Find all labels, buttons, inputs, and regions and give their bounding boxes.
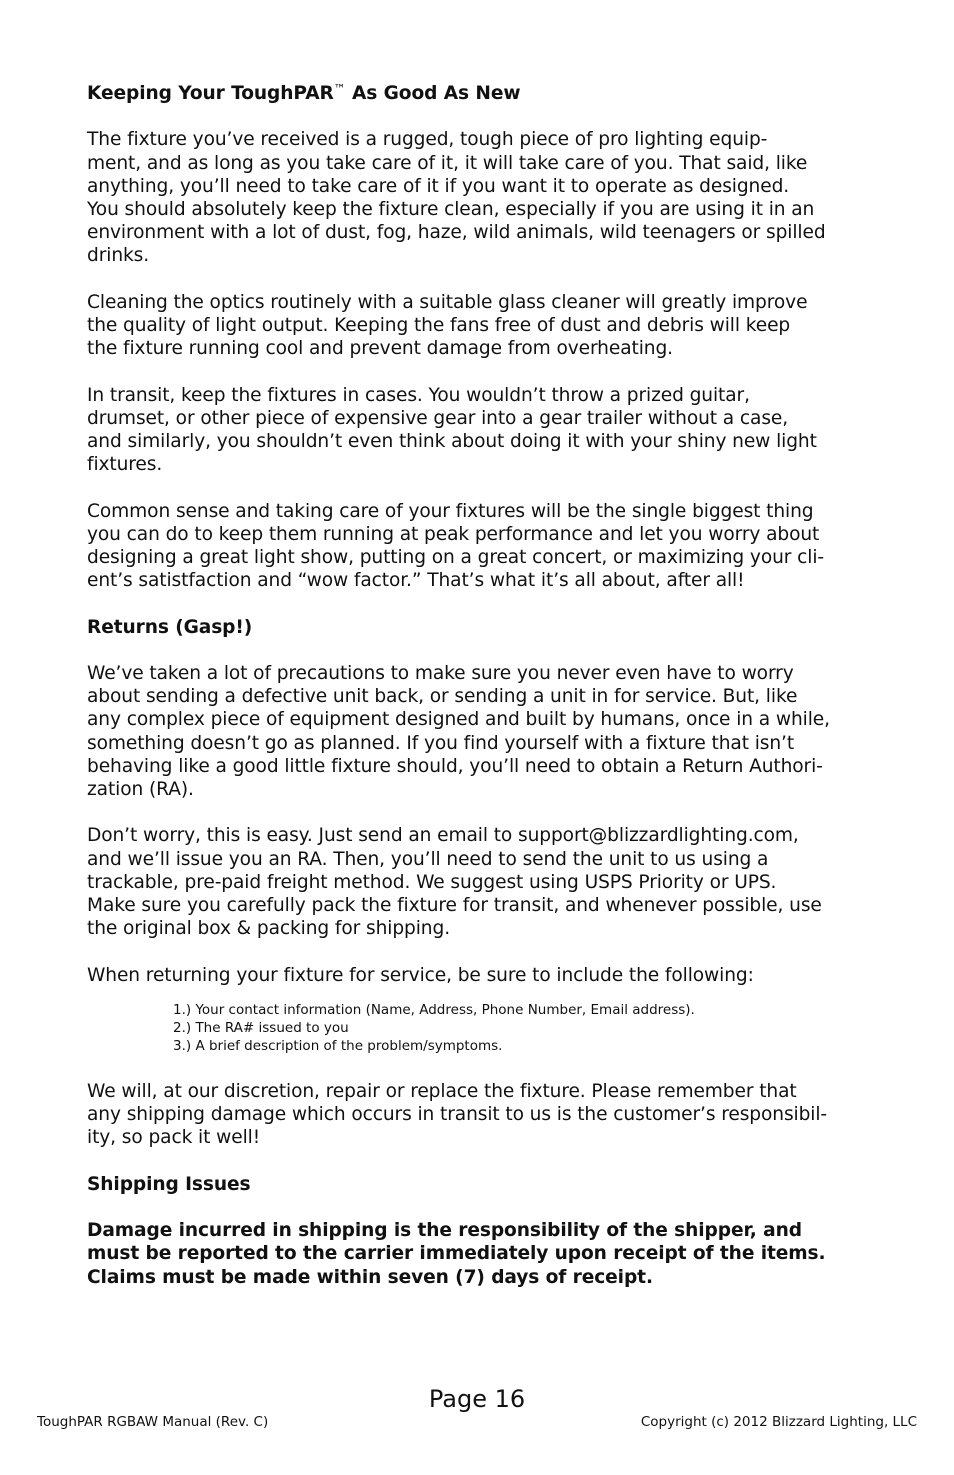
section-heading-returns: Returns (Gasp!): [87, 616, 253, 638]
list-item: 3.) A brief description of the problem/symptoms.: [173, 1037, 503, 1054]
heading-text: Keeping Your ToughPAR: [87, 83, 334, 104]
page-content: [87, 82, 877, 1312]
list-item: 2.) The RA# issued to you: [173, 1019, 349, 1036]
returns-paragraph-2: Don’t worry, this is easy. Just send an email to support@blizzardlighting.com, and we’ll issue you an RA. Then, you’ll need to send the unit to us using a trackable, pre-paid freight method. We suggest using USPS Priority or UPS. Make sure you carefully pack the fixture for transit, and whenever possible, use the original box & packing for shipping.: [87, 825, 822, 940]
care-paragraph-4: Common sense and taking care of your fixtures will be the single biggest thing you can do to keep them running at peak performance and let you worry about designing a great light show, putting on a great concert, or maximizing your cli- ent’s satistfaction and “wow factor.” That’s what it’s all about, after all!: [87, 500, 824, 592]
returns-paragraph-1: We’ve taken a lot of precautions to make sure you never even have to worry about sending a defective unit back, or sending a unit in for service. But, like any complex piece of equipment designed and built by humans, once in a while, something doesn’t go as planned. If you find yourself with a fixture that isn’t behaving like a good little fixture should, you’ll need to obtain a Return Authori- zation (RA).: [87, 662, 830, 800]
footer-copyright: Copyright (c) 2012 Blizzard Lighting, LLC: [640, 1414, 917, 1430]
page-number: Page 16: [428, 1385, 526, 1413]
section-heading-shipping: Shipping Issues: [87, 1173, 251, 1195]
returns-paragraph-3: When returning your fixture for service, be sure to include the following:: [87, 964, 754, 986]
list-item: 1.) Your contact information (Name, Address, Phone Number, Email address).: [173, 1001, 695, 1018]
footer-manual-title: ToughPAR RGBAW Manual (Rev. C): [37, 1414, 269, 1430]
return-requirements-list: [173, 1001, 877, 1055]
care-paragraph-2: Cleaning the optics routinely with a suitable glass cleaner will greatly improve the quality of light output. Keeping the fans free of dust and debris will keep the fixture running cool and prevent damage from overheating.: [87, 291, 808, 360]
heading-tail: As Good As New: [345, 83, 521, 104]
shipping-paragraph: Damage incurred in shipping is the responsibility of the shipper, and must be reported to the carrier immediately upon receipt of the items. Claims must be made within seven (7) days of receipt.: [87, 1220, 826, 1288]
care-paragraph-1: The fixture you’ve received is a rugged, tough piece of pro lighting equip- ment, and as long as you take care of it, it will take care of you. That said, like anything, you’ll need to take care of it if you want it to operate as designed. You should absolutely keep the fixture clean, especially if you are using it in an environment with a lot of dust, fog, haze, wild animals, wild teenagers or spilled drinks.: [87, 129, 826, 267]
returns-paragraph-4: We will, at our discretion, repair or replace the fixture. Please remember that any shipping damage which occurs in transit to us is the customer’s responsibil- ity, so pack it well!: [87, 1080, 828, 1149]
section-heading-care: [87, 82, 877, 105]
trademark-mark: ™: [333, 82, 346, 96]
care-paragraph-3: In transit, keep the fixtures in cases. You wouldn’t throw a prized guitar, drumset, or other piece of expensive gear into a gear trailer without a case, and similarly, you shouldn’t even think about doing it with your shiny new light fixtures.: [87, 384, 817, 476]
